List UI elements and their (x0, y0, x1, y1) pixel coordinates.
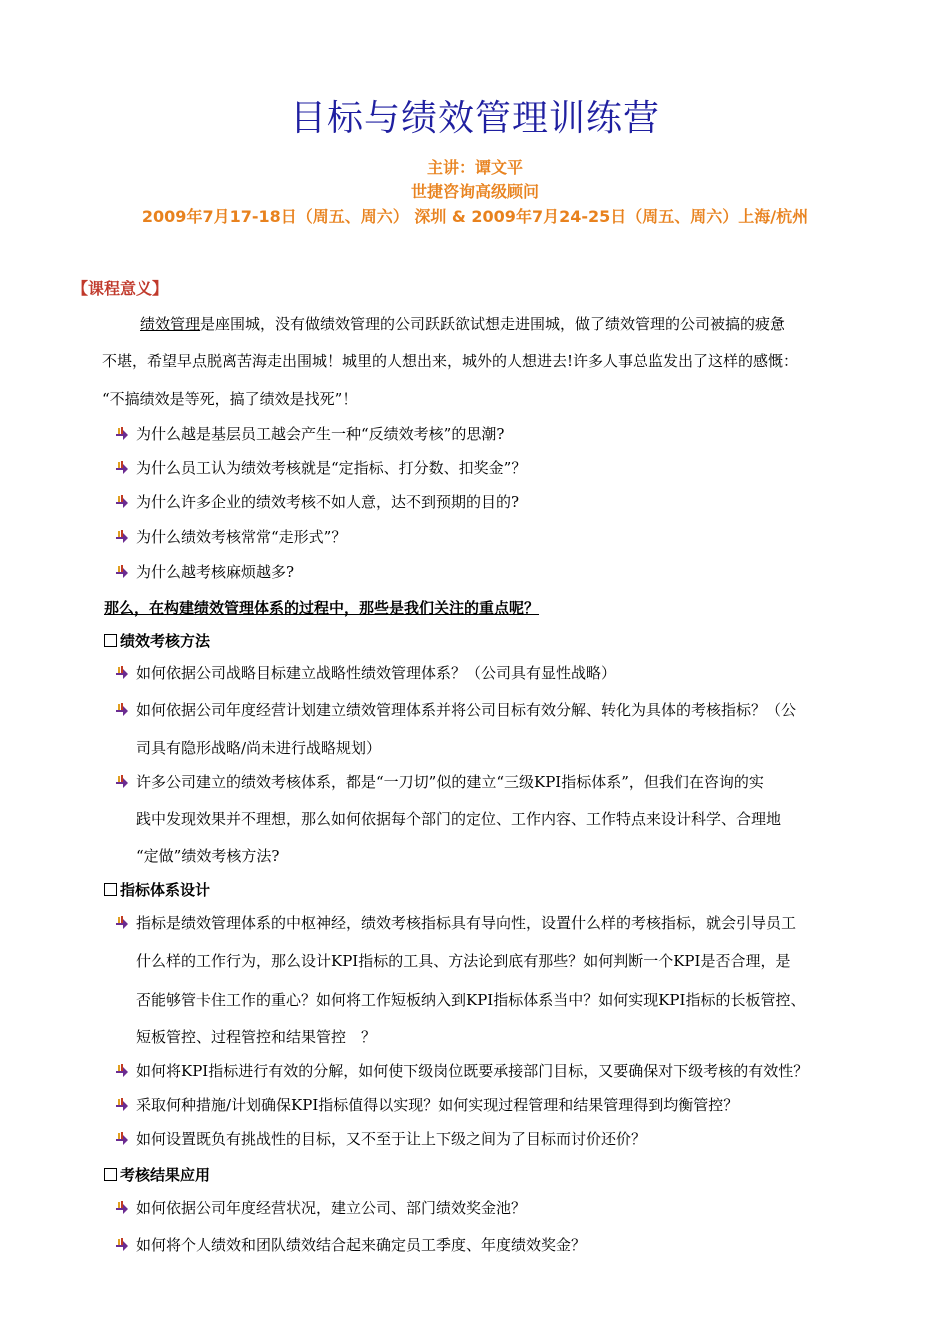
topic-item-line: 践中发现效果并不理想，那么如何依据每个部门的定位、工作内容、工作特点来设计科学、合理地 (136, 810, 782, 828)
topic-item-line: 采取何种措施/计划确保KPI指标值得以实现？如何实现过程管理和结果管理得到均衡管控？ (136, 1096, 739, 1114)
section-performance-methods-heading (104, 630, 210, 651)
why-question-item: 为什么绩效考核常常“走形式”？ (136, 528, 347, 546)
intro-term: 绩效管理 (140, 315, 201, 333)
speaker-role: 世捷咨询高级顾问 (410, 182, 539, 201)
key-question: 那么，在构建绩效管理体系的过程中，那些是我们关注的重点呢？ (104, 599, 540, 617)
topic-item-line: 什么样的工作行为，那么设计KPI指标的工具、方法论到底有那些？如何判断一个KPI是否合理，是 (136, 952, 791, 970)
section-heading-text: 考核结果应用 (120, 1166, 211, 1184)
checkbox-square-icon (104, 634, 117, 647)
arrow-bullet-icon (114, 563, 132, 579)
section-heading-text: 绩效考核方法 (120, 632, 211, 650)
topic-item-line: 如何依据公司年度经营计划建立绩效管理体系并将公司目标有效分解、转化为具体的考核指标？（公 (136, 701, 797, 719)
section-indicator-design-heading (104, 879, 210, 900)
topic-item-line: 如何设置既负有挑战性的目标，又不至于让上下级之间为了目标而讨价还价？ (136, 1130, 647, 1148)
intro-paragraph-line-3: “不搞绩效是等死，搞了绩效是找死”！ (102, 390, 358, 408)
topic-item-line: 短板管控、过程管控和结果管控 ？ (136, 1028, 377, 1046)
section-heading-text: 指标体系设计 (120, 881, 211, 899)
arrow-bullet-icon (114, 425, 132, 441)
intro-line1-text: 是座围城，没有做绩效管理的公司跃跃欲试想走进围城，做了绩效管理的公司被搞的疲惫 (200, 315, 786, 333)
arrow-bullet-icon (114, 1096, 132, 1112)
document-title: 目标与绩效管理训练营 (289, 98, 660, 139)
section-title-course-meaning: 【课程意义】 (72, 279, 169, 298)
topic-item-line: 许多公司建立的绩效考核体系，都是“一刀切”似的建立“三级KPI指标体系”，但我们在咨询的实 (136, 773, 764, 791)
arrow-bullet-icon (114, 701, 132, 717)
topic-item-line: “定做”绩效考核方法? (136, 847, 280, 865)
intro-paragraph-line-1 (140, 313, 785, 334)
checkbox-square-icon (104, 883, 117, 896)
topic-item-line: 否能够管卡住工作的重心？如何将工作短板纳入到KPI指标体系当中？如何实现KPI指标的长板管控、 (136, 991, 806, 1009)
checkbox-square-icon (104, 1168, 117, 1181)
arrow-bullet-icon (114, 1199, 132, 1215)
why-question-item: 为什么越是基层员工越会产生一种“反绩效考核”的思潮? (136, 425, 505, 443)
arrow-bullet-icon (114, 914, 132, 930)
section-result-application-heading (104, 1164, 210, 1185)
arrow-bullet-icon (114, 528, 132, 544)
intro-paragraph-line-2: 不堪，希望早点脱离苦海走出围城！城里的人想出来，城外的人想进去!许多人事总监发出了这样的感慨： (102, 352, 799, 370)
why-question-item: 为什么越考核麻烦越多? (136, 563, 295, 581)
topic-item-line: 如何依据公司战略目标建立战略性绩效管理体系？（公司具有显性战略） (136, 664, 617, 682)
topic-item-line: 如何将KPI指标进行有效的分解，如何使下级岗位既要承接部门目标，又要确保对下级考核的有效性？ (136, 1062, 809, 1080)
arrow-bullet-icon (114, 1236, 132, 1252)
why-question-item: 为什么许多企业的绩效考核不如人意，达不到预期的目的? (136, 493, 520, 511)
topic-item-line: 指标是绩效管理体系的中枢神经，绩效考核指标具有导向性，设置什么样的考核指标，就会引导员工 (136, 914, 797, 932)
topic-item-line: 如何将个人绩效和团队绩效结合起来确定员工季度、年度绩效奖金？ (136, 1236, 587, 1254)
arrow-bullet-icon (114, 1062, 132, 1078)
topic-item-line: 如何依据公司年度经营状况，建立公司、部门绩效奖金池？ (136, 1199, 527, 1217)
speaker-line: 主讲：谭文平 (426, 158, 523, 177)
why-question-item: 为什么员工认为绩效考核就是“定指标、打分数、扣奖金”？ (136, 459, 527, 477)
arrow-bullet-icon (114, 459, 132, 475)
arrow-bullet-icon (114, 493, 132, 509)
topic-item-line: 司具有隐形战略/尚未进行战略规划） (136, 739, 382, 757)
arrow-bullet-icon (114, 664, 132, 680)
arrow-bullet-icon (114, 773, 132, 789)
schedule-line: 2009年7月17-18日（周五、周六） 深圳 & 2009年7月24-25日（周五、周六）上海/杭州 (141, 207, 809, 226)
arrow-bullet-icon (114, 1130, 132, 1146)
